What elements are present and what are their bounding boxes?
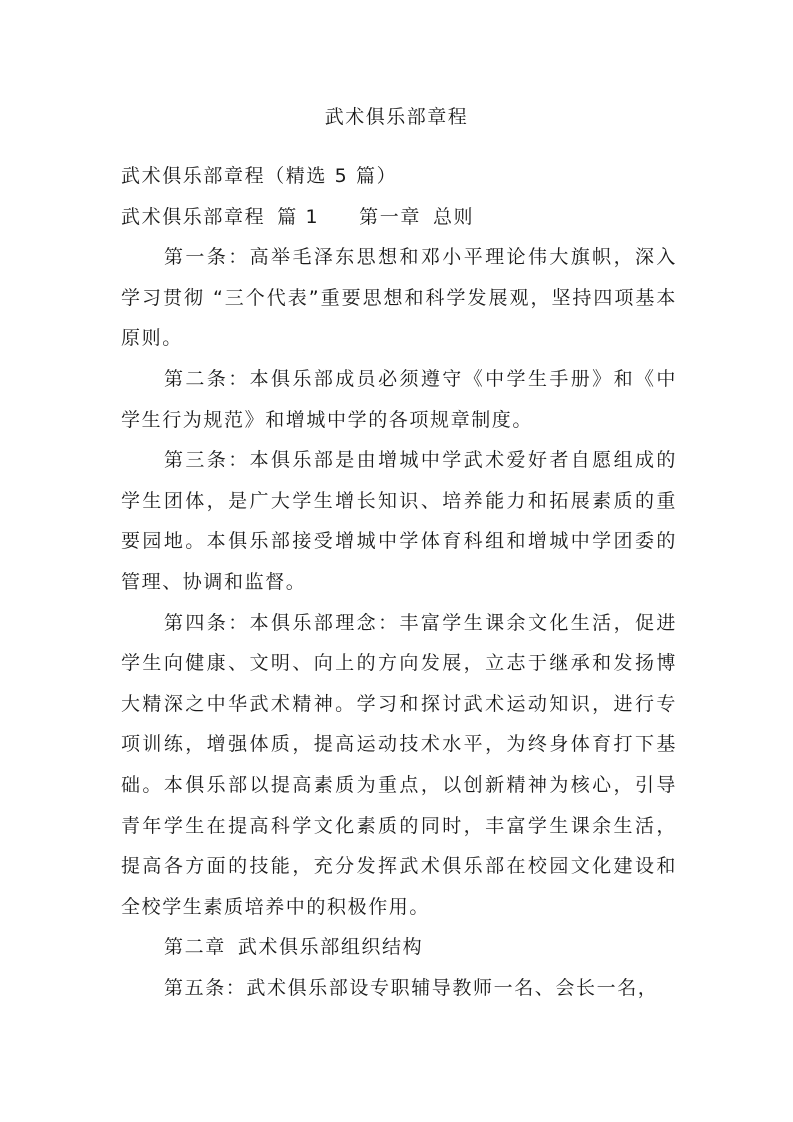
- chapter-2-heading: [121, 927, 677, 968]
- article-2: 第二条：本俱乐部成员必须遵守《中学生手册》和《中学生行为规范》和增城中学的各项规章制度。: [121, 367, 677, 431]
- article-1: 第一条：高举毛泽东思想和邓小平理论伟大旗帜，深入学习贯彻 “三个代表”重要思想和科学发展观，坚持四项基本原则。: [121, 246, 677, 350]
- chapter-2-label: 第二章: [164, 936, 226, 959]
- article-3: 第三条：本俱乐部是由增城中学武术爱好者自愿组成的学生团体，是广大学生增长知识、培养能力和拓展素质的重要园地。本俱乐部接受增城中学体育科组和增城中学团委的管理、协调和监督。: [121, 449, 677, 593]
- document-title: 武术俱乐部章程: [324, 106, 469, 128]
- article-5: 第五条：武术俱乐部设专职辅导教师一名、会长一名，: [164, 976, 659, 999]
- piece-number: 篇 1: [277, 205, 320, 228]
- article-4: 第四条：本俱乐部理念：丰富学生课余文化生活，促进学生向健康、文明、向上的方向发展，立志于继承和发扬博大精深之中华武术精神。学习和探讨武术运动知识，进行专项训练，增强体质，提高运动技术水平，为终身体育打下基础。本俱乐部以提高素质为重点，以创新精神为核心，引导青年学生在提高科学文化素质的同时，丰富学生课余生活，提高各方面的技能，充分发挥武术俱乐部在校园文化建设和全校学生素质培养中的积极作用。: [121, 611, 677, 918]
- chapter-2-title: 武术俱乐部组织结构: [237, 936, 424, 959]
- chapter-1-label: 第一章: [359, 205, 421, 228]
- chapter-1-title: 总则: [432, 205, 475, 228]
- collection-heading: 武术俱乐部章程（精选 5 篇）: [121, 165, 398, 187]
- piece-name: 武术俱乐部章程: [121, 205, 266, 228]
- document-body: [121, 156, 677, 1008]
- piece-heading: [121, 197, 677, 238]
